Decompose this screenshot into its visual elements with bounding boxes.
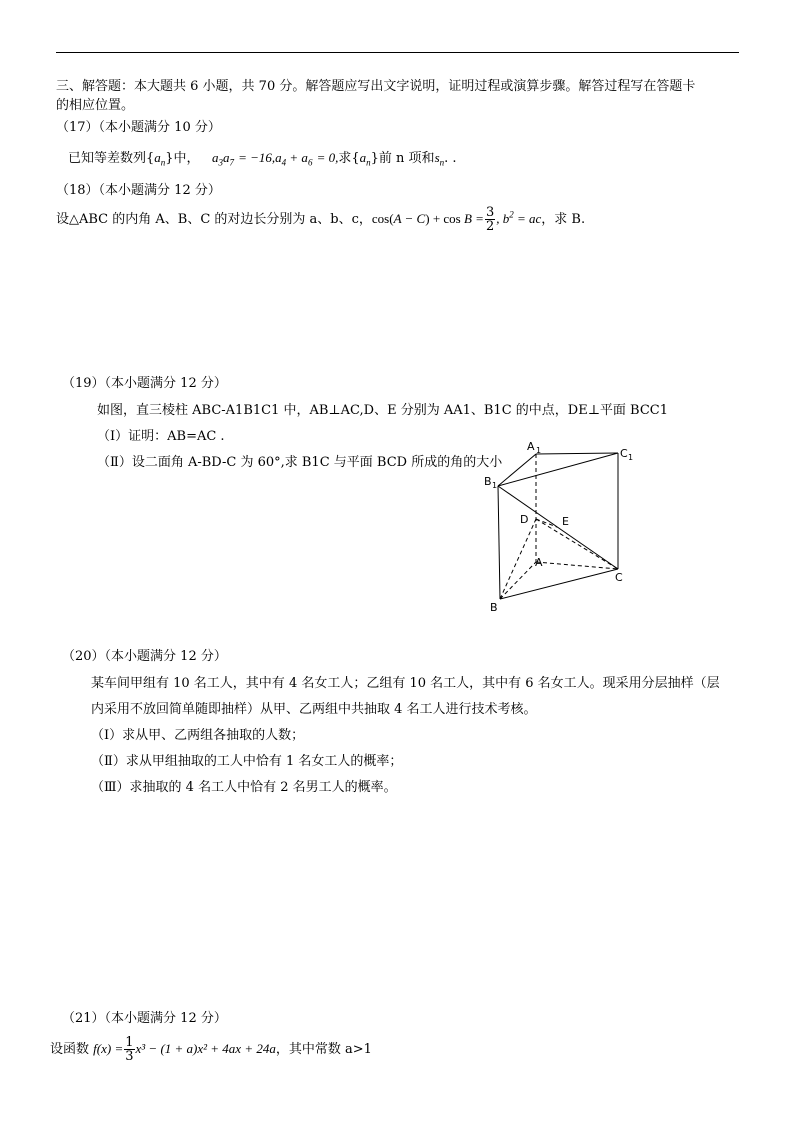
q20-header: （20）（本小题满分 12 分） xyxy=(62,649,227,664)
section-heading-line2: 的相应位置。 xyxy=(56,98,135,113)
edge-a1c1 xyxy=(536,453,618,454)
edge-ba xyxy=(500,562,536,599)
q19-line1: 如图，直三棱柱 ABC-A1B1C1 中，AB⊥AC,D、E 分别为 AA1、B1C 的中点，DE⊥平面 BCC1 xyxy=(97,403,669,418)
q18-body: 设△ABC 的内角 A、B、C 的对边长分别为 a、b、c，cos(A − C) + cos B = $\frac{3}{2}$ , $b^2$ = ac，求 B. xyxy=(56,205,586,234)
edge-bd xyxy=(500,519,536,599)
edge-de xyxy=(536,519,557,527)
label-a: A xyxy=(535,556,543,569)
edge-b1c xyxy=(498,486,618,569)
section-heading-line1: 三、解答题：本大题共 6 小题，共 70 分。解答题应写出文字说明，证明过程或演算步骤。解答过程写在答题卡 xyxy=(56,79,696,94)
label-c: C xyxy=(615,571,623,584)
q18-header: （18）（本小题满分 12 分） xyxy=(56,183,221,198)
q19-part2: （Ⅱ）设二面角 A-BD-C 为 60°,求 B1C 与平面 BCD 所成的角的大小 xyxy=(97,455,503,470)
edge-b1c1 xyxy=(498,453,618,486)
label-b1: B xyxy=(484,475,492,488)
q17-body: 已知等差数列$\{a_n\}$中， $a_3a_7 = -16,a_4 + a_6 = 0$,求$\{a_n\}$前 n 项和$s_n$. . xyxy=(68,150,457,168)
q21-body: 设函数 f(x) = $\frac{1}{3}$ x³ − (1 + a)x² + 4ax + 24a，其中常数 a>1 xyxy=(50,1035,372,1064)
q20-line1: 某车间甲组有 10 名工人，其中有 4 名女工人；乙组有 10 名工人，其中有 6 名女工人。现采用分层抽样（层 xyxy=(91,676,720,691)
svg-text:1: 1 xyxy=(492,481,498,490)
label-b: B xyxy=(490,601,498,614)
prism-diagram xyxy=(478,436,648,616)
edge-dc xyxy=(536,519,618,569)
edge-b1b xyxy=(498,486,500,599)
q20-line2: 内采用不放回简单随即抽样）从甲、乙两组中共抽取 4 名工人进行技术考核。 xyxy=(91,702,537,717)
label-d: D xyxy=(520,513,529,526)
q21-header: （21）（本小题满分 12 分） xyxy=(62,1011,227,1026)
q17-header: （17）（本小题满分 10 分） xyxy=(56,120,221,135)
q20-part1: （Ⅰ）求从甲、乙两组各抽取的人数； xyxy=(91,728,305,743)
top-rule xyxy=(56,52,739,53)
edge-ac xyxy=(536,562,618,569)
label-c1: C xyxy=(620,447,628,460)
svg-text:1: 1 xyxy=(536,446,542,455)
q20-part3: （Ⅲ）求抽取的 4 名工人中恰有 2 名男工人的概率。 xyxy=(91,780,397,795)
q20-part2: （Ⅱ）求从甲组抽取的工人中恰有 1 名女工人的概率； xyxy=(91,754,403,769)
label-a1: A xyxy=(527,440,535,453)
q19-header: （19）（本小题满分 12 分） xyxy=(62,376,227,391)
q19-part1: （Ⅰ）证明：AB=AC . xyxy=(97,429,225,444)
edge-bc xyxy=(500,569,618,599)
label-e: E xyxy=(562,515,569,528)
svg-text:1: 1 xyxy=(628,453,634,462)
